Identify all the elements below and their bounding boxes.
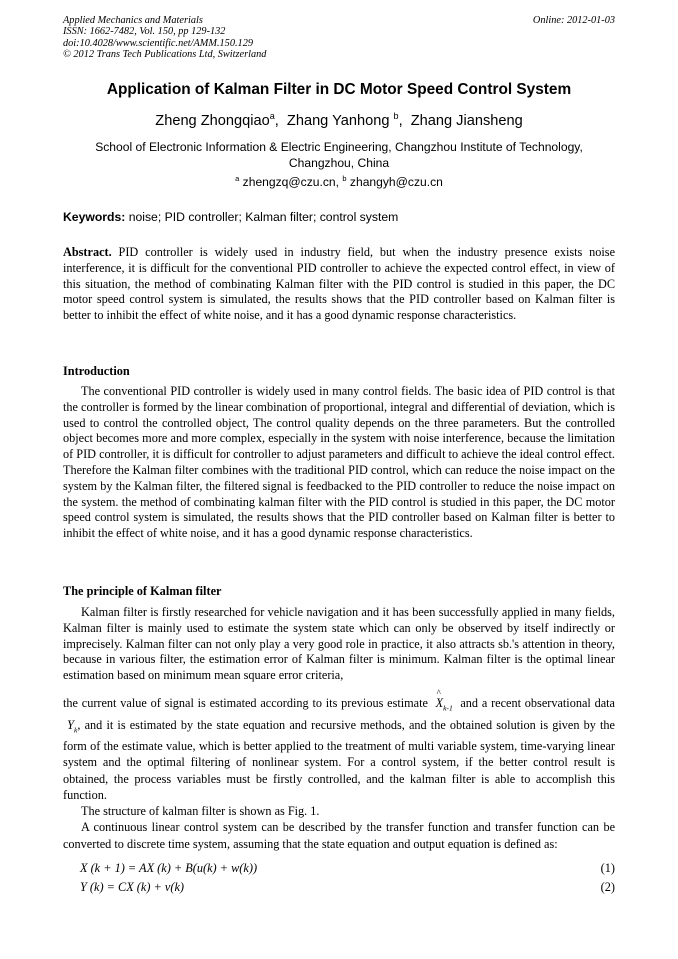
paragraph-text: the current value of signal is estimated according to its previous estimate <box>63 696 428 710</box>
email-address: zhangyh@czu.cn <box>349 175 443 189</box>
author-emails <box>40 175 638 189</box>
journal-doi: doi:10.4028/www.scientific.net/AMM.150.129 <box>63 37 253 49</box>
introduction-body <box>63 384 615 542</box>
journal-header <box>63 15 615 60</box>
author-affil-mark: b <box>393 111 399 122</box>
email-mark: a <box>235 173 240 183</box>
author-list: Zheng Zhongqiao$^a$, Zhang Yanhong $^b$, Zhang Jiansheng <box>155 111 523 129</box>
paragraph-text: , and it is estimated by the state equation and recursive methods, and the obtained solution is given by the form of the estimate value, which is better applied to the treatment of multi variable system, time-varying linear system and the optimal filtering of nonlinear system. For a control system, if the better control result is obtained, the process variables must be firstly controlled, and the kalman filter is able to accomplish this function. <box>63 717 615 802</box>
journal-issn: ISSN: 1662-7482, Vol. 150, pp 129-132 <box>63 26 226 38</box>
author-name: Zhang Yanhong <box>286 113 390 129</box>
online-date: Online: 2012-01-03 <box>532 15 615 26</box>
paragraph-text: and a recent observational data <box>460 696 615 710</box>
abstract-label: Abstract. <box>63 245 112 259</box>
section-heading-introduction: Introduction <box>63 364 130 378</box>
abstract <box>63 245 615 324</box>
paragraph: A continuous linear control system can be described by the transfer function and transfer function can be converted to discrete time system, assuming that the state equation and output equation is defined as: <box>63 820 615 851</box>
equation-number: (2) <box>600 880 615 894</box>
keywords <box>63 210 615 224</box>
paper-title: Application of Kalman Filter in DC Motor Speed Control System <box>106 81 572 98</box>
kalman-paragraph-2 <box>63 688 615 852</box>
paragraph: The structure of kalman filter is shown as Fig. 1. <box>81 804 320 819</box>
author-affil-mark: a <box>269 111 275 122</box>
equation-number: (1) <box>600 861 615 875</box>
equation-2 <box>80 880 615 895</box>
affiliation-line: Changzhou, China <box>288 156 390 170</box>
paragraph: The conventional PID controller is widely used in many control fields. The basic idea of PID control is that the controller is formed by the linear combination of proportional, integral and differential of deviation, which is used to control the controlled object, The control quality depends on the three parameters. But the controlled object becomes more and more complex, especially in the system with noise interference, because the limitation of PID controller, it is difficult for controller to adjust parameters and difficult to achieve the ideal control effect. Therefore the Kalman filter combines with the traditional PID control, which can reduce the noise impact on the system by the Kalman filter, the filtered signal is feedbacked to the PID controller to reduce the noise impact on the system. the method of combinating kalman filter with the PID control is studied in this paper, the DC motor speed control system is simulated, the results shows that the PID controller based on Kalman filter is better to inhibit the effect of white noise, and it has a good dynamic response characteristics. <box>63 384 615 541</box>
equation-expression: Y (k) = CX (k) + v(k) <box>80 880 184 894</box>
email-mark: b <box>342 173 347 183</box>
keywords-label: Keywords: <box>63 210 126 224</box>
journal-copyright: © 2012 Trans Tech Publications Ltd, Switzerland <box>63 48 267 60</box>
journal-name: Applied Mechanics and Materials <box>63 15 203 26</box>
email-address: zhengzq@czu.cn, <box>242 175 339 189</box>
section-heading-kalman: The principle of Kalman filter <box>63 584 222 598</box>
estimate-symbol: ^ $X_{k-1}$ <box>436 695 453 717</box>
author-name: Zheng Zhongqiao <box>155 113 270 129</box>
paragraph: Kalman filter is firstly researched for vehicle navigation and it has been successfully applied in many fields, Kalman filter is mainly used to estimate the system state which can only be observed by itself indirectly or imprecisely. Kalman filter can not only play a very good role in practice, it also attracts sb.'s attention in theory, because in various filter, the estimation error of Kalman filter is minimum. Kalman filter is the optimal linear estimation based on minimum mean square error criteria, <box>63 605 615 683</box>
abstract-text: PID controller is widely used in industry field, but when the industry presence exists noise interference, it is difficult for the conventional PID controller to achieve the expected control effect, in view of this situation, the method of combinating Kalman filter with the PID control is studied in this paper, the DC motor speed control system is simulated, the results shows that the PID controller based on Kalman filter is better to inhibit the effect of white noise, and it has a good dynamic response characteristics. <box>63 245 616 323</box>
affiliation <box>70 139 608 171</box>
hat-mark: ^ <box>436 688 441 698</box>
author-name: Zhang Jiansheng <box>410 113 523 129</box>
observation-symbol: $Y_k$ <box>67 717 78 735</box>
kalman-paragraph-1 <box>63 605 615 684</box>
keywords-text: noise; PID controller; Kalman filter; control system <box>128 210 399 224</box>
equation-expression: X (k + 1) = AX (k) + B(u(k) + w(k)) <box>80 861 258 875</box>
equation-1 <box>80 861 615 876</box>
affiliation-line: School of Electronic Information & Electric Engineering, Changzhou Institute of Technology, <box>95 140 583 154</box>
